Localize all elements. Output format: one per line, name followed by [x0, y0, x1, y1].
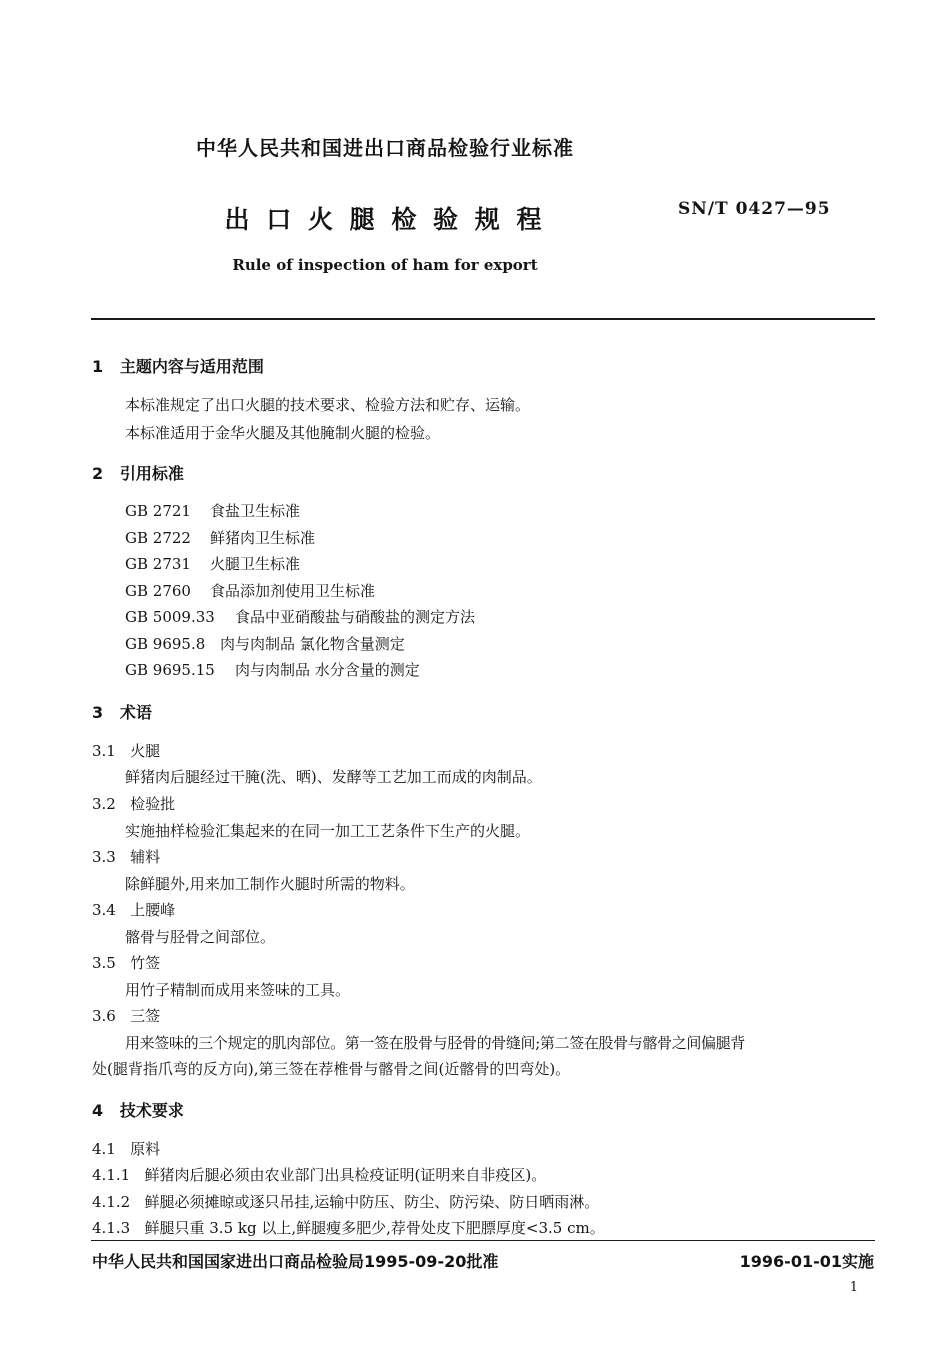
term-number: 3.3 [92, 848, 116, 866]
reference-item [125, 553, 300, 574]
page-number: 1 [849, 1280, 858, 1295]
subsection-heading [92, 1138, 160, 1159]
reference-code: GB 2721 [125, 502, 191, 520]
term-heading [92, 1005, 160, 1026]
subsection-number: 4.1 [92, 1140, 116, 1158]
reference-code: GB 2760 [125, 582, 191, 600]
section-number: 3 [92, 703, 104, 722]
term-heading [92, 952, 160, 973]
reference-name: 火腿卫生标准 [210, 555, 301, 573]
term-number: 3.6 [92, 1007, 116, 1025]
term-heading [92, 899, 175, 920]
standard-number: SN/T 0427—95 [678, 199, 831, 219]
section-1-paragraph-1: 本标准规定了出口火腿的技术要求、检验方法和贮存、运输。 [125, 396, 531, 414]
section-2-heading [92, 461, 184, 484]
reference-item [125, 500, 300, 521]
term-name: 火腿 [130, 742, 161, 760]
reference-name: 鲜猪肉卫生标准 [210, 529, 316, 547]
document-title: 出 口 火 腿 检 验 规 程 [224, 205, 546, 234]
term-definition: 鲜猪肉后腿经过干腌(洗、晒)、发酵等工艺加工而成的肉制品。 [125, 768, 542, 786]
term-name: 检验批 [130, 795, 176, 813]
section-number: 1 [92, 357, 104, 376]
section-title: 术语 [119, 703, 152, 722]
requirement-item [92, 1217, 605, 1238]
reference-code: GB 9695.15 [125, 661, 215, 679]
term-number: 3.1 [92, 742, 116, 760]
term-definition-line-2: 处(腿背指爪弯的反方向),第三签在荐椎骨与髂骨之间(近髂骨的凹弯处)。 [92, 1060, 571, 1078]
term-number: 3.4 [92, 901, 116, 919]
section-title: 技术要求 [119, 1101, 184, 1120]
reference-name: 肉与肉制品 氯化物含量测定 [220, 635, 405, 653]
section-number: 4 [92, 1101, 104, 1120]
term-definition: 用竹子精制而成用来签味的工具。 [125, 981, 351, 999]
reference-item [125, 527, 315, 548]
requirement-text: 鲜腿必须摊晾或逐只吊挂,运输中防压、防尘、防污染、防日晒雨淋。 [144, 1193, 600, 1211]
requirement-item [92, 1191, 599, 1212]
term-number: 3.2 [92, 795, 116, 813]
term-name: 上腰峰 [130, 901, 176, 919]
section-title: 主题内容与适用范围 [119, 357, 264, 376]
approval-line: 中华人民共和国国家进出口商品检验局1995-09-20批准 [92, 1252, 499, 1271]
requirement-number: 4.1.3 [92, 1219, 131, 1237]
reference-item [125, 633, 405, 654]
reference-code: GB 5009.33 [125, 608, 215, 626]
term-name: 辅料 [130, 848, 161, 866]
term-heading [92, 740, 160, 761]
term-heading [92, 793, 175, 814]
section-number: 2 [92, 464, 104, 483]
requirement-number: 4.1.2 [92, 1193, 131, 1211]
term-name: 竹签 [130, 954, 161, 972]
reference-code: GB 9695.8 [125, 635, 206, 653]
reference-code: GB 2722 [125, 529, 191, 547]
section-1-heading [92, 354, 264, 377]
subsection-title: 原料 [130, 1140, 161, 1158]
term-definition: 髂骨与胫骨之间部位。 [125, 928, 276, 946]
footer-divider [91, 1240, 875, 1241]
term-definition: 实施抽样检验汇集起来的在同一加工工艺条件下生产的火腿。 [125, 822, 531, 840]
org-title: 中华人民共和国进出口商品检验行业标准 [196, 136, 574, 160]
requirement-text: 鲜猪肉后腿必须由农业部门出具检疫证明(证明来自非疫区)。 [144, 1166, 547, 1184]
requirement-text: 鲜腿只重 3.5 kg 以上,鲜腿瘦多肥少,荐骨处皮下肥膘厚度<3.5 cm。 [144, 1219, 605, 1237]
reference-name: 肉与肉制品 水分含量的测定 [235, 661, 420, 679]
requirement-item [92, 1164, 546, 1185]
section-3-heading [92, 700, 152, 723]
effective-date: 1996-01-01实施 [739, 1252, 874, 1271]
requirement-number: 4.1.1 [92, 1166, 131, 1184]
term-number: 3.5 [92, 954, 116, 972]
english-title: Rule of inspection of ham for export [232, 256, 538, 274]
header-divider [91, 318, 875, 320]
reference-item [125, 606, 475, 627]
section-title: 引用标准 [119, 464, 184, 483]
term-heading [92, 846, 160, 867]
reference-name: 食盐卫生标准 [210, 502, 301, 520]
reference-item [125, 580, 375, 601]
reference-name: 食品中亚硝酸盐与硝酸盐的测定方法 [235, 608, 476, 626]
section-4-heading [92, 1098, 184, 1121]
reference-item [125, 659, 420, 680]
section-1-paragraph-2: 本标准适用于金华火腿及其他腌制火腿的检验。 [125, 424, 441, 442]
reference-code: GB 2731 [125, 555, 191, 573]
term-definition: 除鲜腿外,用来加工制作火腿时所需的物料。 [125, 875, 415, 893]
term-name: 三签 [130, 1007, 161, 1025]
term-definition-line-1: 用来签味的三个规定的肌肉部位。第一签在股骨与胫骨的骨缝间;第二签在股骨与髂骨之间偏腿背 [125, 1034, 746, 1052]
reference-name: 食品添加剂使用卫生标准 [210, 582, 376, 600]
